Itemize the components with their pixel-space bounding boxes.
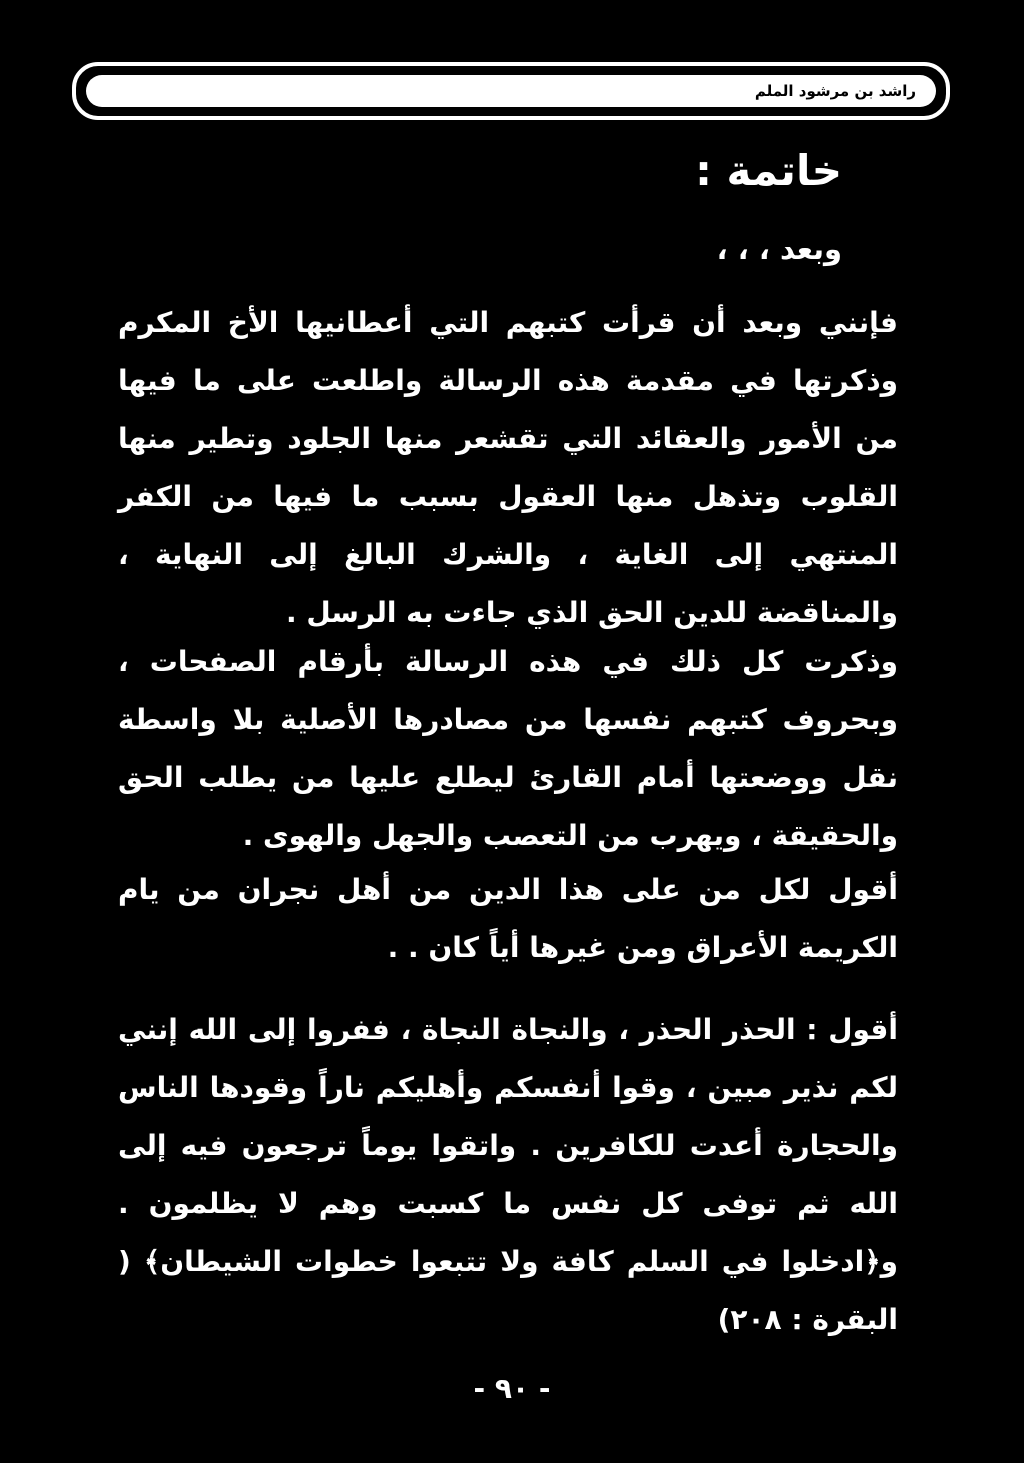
paragraph-4-text [118, 1001, 898, 1349]
paragraph-1 [118, 294, 898, 642]
section-title: خاتمة : [695, 146, 842, 195]
page-number: - ٩٠ - [473, 1372, 551, 1405]
paragraph-3-text: أقول لكل من على هذا الدين من أهل نجران من يام الكريمة الأعراق ومن غيرها أياً كان . . [118, 873, 898, 964]
paragraph-1-text: فإنني وبعد أن قرأت كتبهم التي أعطانيها الأخ المكرم وذكرتها في مقدمة هذه الرسالة واطلعت على ما فيها من الأمور والعقائد التي تقشعر منها الجلود وتطير منها القلوب وتذهل منها العقول بسبب ما فيها من الكفر المنتهي إلى الغاية ، والشرك البالغ إلى النهاية ، والمناقضة للدين الحق الذي جاءت به الرسل . [118, 306, 898, 629]
section-opening: وبعد ، ، ، [716, 232, 842, 266]
header-author: راشد بن مرشود الملم [754, 82, 916, 100]
ayah-open-mark: ﴿ [864, 1245, 881, 1278]
running-header [72, 62, 950, 120]
paragraph-2 [118, 633, 898, 865]
paragraph-3 [118, 861, 898, 977]
ayah-close-mark: ﴾ [143, 1245, 161, 1278]
paragraph-4-main: أقول : الحذر الحذر ، والنجاة النجاة ، ففروا إلى الله إنني لكم نذير مبين ، وقوا أنفسكم وأهليكم ناراً وقودها الناس والحجارة أعدت للكافرين . واتقوا يوماً ترجعون فيه إلى الله ثم توفى كل نفس ما كسبت وهم لا يظلمون . و [118, 1013, 899, 1278]
paragraph-4 [118, 1001, 898, 1349]
paragraph-2-text: وذكرت كل ذلك في هذه الرسالة بأرقام الصفحات ، وبحروف كتبهم نفسها من مصادرها الأصلية بلا واسطة نقل ووضعتها أمام القارئ ليطلع عليها من يطلب الحق والحقيقة ، ويهرب من التعصب والجهل والهوى . [118, 645, 898, 852]
ayah-quote: ادخلوا في السلم كافة ولا تتبعوا خطوات الشيطان [160, 1245, 865, 1278]
running-header-band [86, 75, 936, 107]
verse-citation: ( البقرة : ٢٠٨) [118, 1245, 898, 1336]
